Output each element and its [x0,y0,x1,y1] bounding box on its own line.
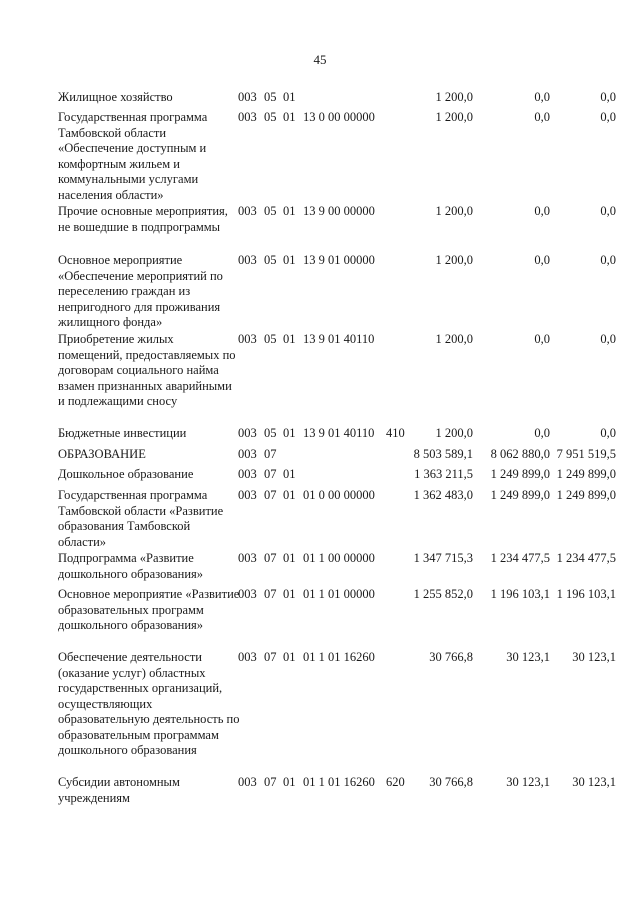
target-article-code: 01 1 01 00000 [303,587,375,601]
section-code: 05 [264,90,277,104]
admin-code: 003 [238,467,257,481]
target-article-code: 13 0 00 00000 [303,110,375,124]
amount-2022: 30 123,1 [506,650,550,664]
row-name: Жилищное хозяйство [58,90,173,104]
subsection-code: 01 [283,90,296,104]
amount-2023: 1 234 477,5 [556,551,616,565]
admin-code: 003 [238,587,257,601]
section-code: 07 [264,587,277,601]
amount-2021: 30 766,8 [429,650,473,664]
subsection-code: 01 [283,426,296,440]
amount-2023: 0,0 [600,253,616,267]
admin-code: 003 [238,90,257,104]
section-code: 07 [264,775,277,789]
row-name: Субсидии автономным учреждениям [58,775,180,805]
amount-2022: 1 234 477,5 [490,551,550,565]
admin-code: 003 [238,447,257,461]
admin-code: 003 [238,426,257,440]
admin-code: 003 [238,204,257,218]
subsection-code: 01 [283,551,296,565]
subsection-code: 01 [283,253,296,267]
amount-2021: 1 200,0 [435,332,473,346]
expense-type-code: 410 [386,426,405,440]
subsection-code: 01 [283,110,296,124]
amount-2021: 1 200,0 [435,426,473,440]
amount-2021: 8 503 589,1 [413,447,473,461]
amount-2021: 1 255 852,0 [413,587,473,601]
target-article-code: 13 9 00 00000 [303,204,375,218]
amount-2022: 1 249 899,0 [490,467,550,481]
amount-2022: 0,0 [534,110,550,124]
subsection-code: 01 [283,488,296,502]
row-name: Приобретение жилых помещений, предоставляемых по договорам социального найма взамен признанных аварийными и подлежащими сносу [58,332,236,408]
admin-code: 003 [238,332,257,346]
admin-code: 003 [238,650,257,664]
amount-2021: 1 200,0 [435,253,473,267]
target-article-code: 13 9 01 40110 [303,426,375,440]
amount-2021: 1 200,0 [435,90,473,104]
amount-2021: 1 363 211,5 [414,467,473,481]
amount-2023: 1 196 103,1 [556,587,616,601]
subsection-code: 01 [283,650,296,664]
amount-2021: 30 766,8 [429,775,473,789]
amount-2021: 1 362 483,0 [413,488,473,502]
admin-code: 003 [238,551,257,565]
target-article-code: 01 1 00 00000 [303,551,375,565]
section-code: 07 [264,467,277,481]
section-code: 05 [264,204,277,218]
row-name: Дошкольное образование [58,467,194,481]
row-name: Основное мероприятие «Развитие образовательных программ дошкольного образования» [58,587,240,632]
target-article-code: 13 9 01 00000 [303,253,375,267]
amount-2021: 1 200,0 [435,204,473,218]
row-name: Государственная программа Тамбовской области «Обеспечение доступным и комфортным жильем и коммунальными услугами населения области» [58,110,208,202]
page-number: 45 [313,52,327,67]
amount-2022: 8 062 880,0 [490,447,550,461]
target-article-code: 01 1 01 16260 [303,775,375,789]
amount-2022: 0,0 [534,332,550,346]
section-code: 07 [264,551,277,565]
target-article-code: 01 1 01 16260 [303,650,375,664]
section-code: 05 [264,110,277,124]
amount-2023: 0,0 [600,204,616,218]
subsection-code: 01 [283,332,296,346]
amount-2021: 1 347 715,3 [413,551,473,565]
amount-2022: 1 196 103,1 [490,587,550,601]
row-name: Основное мероприятие «Обеспечение мероприятий по переселению граждан из непригодного для проживания жилищного фонда» [58,253,223,329]
amount-2022: 0,0 [534,90,550,104]
admin-code: 003 [238,110,257,124]
section-code: 05 [264,426,277,440]
subsection-code: 01 [283,204,296,218]
row-name: Подпрограмма «Развитие дошкольного образования» [58,551,204,581]
row-name: ОБРАЗОВАНИЕ [58,447,146,461]
section-code: 05 [264,253,277,267]
subsection-code: 01 [283,587,296,601]
section-code: 07 [264,650,277,664]
row-name: Государственная программа Тамбовской области «Развитие образования Тамбовской области» [58,488,224,549]
expense-type-code: 620 [386,775,405,789]
amount-2023: 0,0 [600,426,616,440]
admin-code: 003 [238,775,257,789]
amount-2022: 0,0 [534,426,550,440]
amount-2022: 0,0 [534,204,550,218]
amount-2023: 1 249 899,0 [556,488,616,502]
amount-2023: 0,0 [600,90,616,104]
amount-2023: 0,0 [600,110,616,124]
section-code: 05 [264,332,277,346]
subsection-code: 01 [283,775,296,789]
admin-code: 003 [238,488,257,502]
amount-2022: 30 123,1 [506,775,550,789]
row-name: Обеспечение деятельности (оказание услуг) областных государственных организаций, осуществляющих образовательную деятельность по образовательным программам дошкольного образования [58,650,240,757]
section-code: 07 [264,488,277,502]
admin-code: 003 [238,253,257,267]
row-name: Бюджетные инвестиции [58,426,187,440]
amount-2023: 7 951 519,5 [556,447,616,461]
amount-2022: 0,0 [534,253,550,267]
amount-2021: 1 200,0 [435,110,473,124]
section-code: 07 [264,447,277,461]
row-name: Прочие основные мероприятия, не вошедшие в подпрограммы [58,204,228,234]
amount-2023: 1 249 899,0 [556,467,616,481]
subsection-code: 01 [283,467,296,481]
target-article-code: 13 9 01 40110 [303,332,375,346]
amount-2023: 30 123,1 [572,775,616,789]
amount-2023: 0,0 [600,332,616,346]
target-article-code: 01 0 00 00000 [303,488,375,502]
amount-2023: 30 123,1 [572,650,616,664]
amount-2022: 1 249 899,0 [490,488,550,502]
